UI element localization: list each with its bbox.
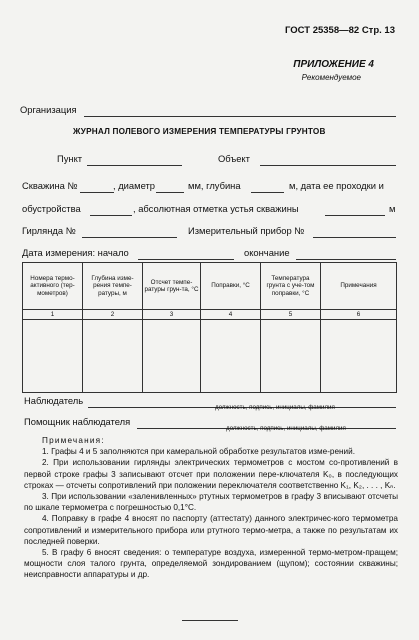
appendix-subtitle: Рекомендуемое — [301, 73, 361, 82]
table-cell — [321, 320, 397, 393]
col-number-6: 6 — [321, 310, 397, 320]
col-header-6: Примечания — [321, 263, 397, 310]
start-line — [138, 259, 234, 260]
journal-table — [22, 262, 397, 393]
col-header-4: Поправки, °С — [201, 263, 261, 310]
depth-label: мм, глубина — [188, 180, 241, 191]
garland-label: Гирлянда № — [22, 225, 76, 236]
table-cell — [83, 320, 143, 393]
device-label: Измерительный прибор № — [188, 225, 305, 236]
col-number-2: 2 — [83, 310, 143, 320]
diameter-label: , диаметр — [113, 180, 155, 191]
col-number-1: 1 — [23, 310, 83, 320]
date-label: м, дата ее проходки и — [289, 180, 384, 191]
absolute-line — [325, 215, 385, 216]
garland-line — [82, 237, 177, 238]
object-label: Объект — [218, 153, 250, 164]
equipment-label: обустройства — [22, 203, 81, 214]
end-line — [296, 259, 396, 260]
col-number-3: 3 — [143, 310, 201, 320]
page-header: ГОСТ 25358—82 Стр. 13 — [284, 25, 395, 36]
device-line — [313, 237, 396, 238]
notes-section — [24, 435, 398, 581]
notes-title: Примечания: — [42, 436, 105, 445]
note-item-1: 1. Графы 4 и 5 заполняются при камеральной обработке результатов изме-рений. — [42, 447, 355, 457]
note-item-5: 5. В графу 6 вносят сведения: о температуре воздуха, измеренной термо-метром-пращем; мощности слоя талого грунта, определяемой зондированием (щупом); состоянии скважины; неисправности аппаратуры и др. — [24, 548, 398, 580]
depth-line — [251, 192, 284, 193]
journal-title: ЖУРНАЛ ПОЛЕВОГО ИЗМЕРЕНИЯ ТЕМПЕРАТУРЫ ГРУНТОВ — [73, 127, 326, 136]
m-label: м — [389, 203, 396, 214]
observer-label: Наблюдатель — [24, 395, 84, 406]
table-cell — [201, 320, 261, 393]
organization-label: Организация — [20, 104, 77, 115]
diameter-line — [156, 192, 184, 193]
observer-caption: должность, подпись, инициалы, фамилия — [215, 404, 335, 411]
end-rule — [182, 620, 238, 621]
point-line — [87, 165, 182, 166]
absolute-label: , абсолютная отметка устья скважины — [133, 203, 299, 214]
assistant-caption: должность, подпись, инициалы, фамилия — [226, 425, 346, 432]
appendix-title: ПРИЛОЖЕНИЕ 4 — [293, 59, 374, 70]
table-cell — [143, 320, 201, 393]
col-header-3: Отсчет темпе-ратуры грун-та, °С — [143, 263, 201, 310]
note-item-4: 4. Поправку в графе 4 вносят по паспорту (аттестату) данного электричес-кого термометра сопротивлений и измерительного прибора или ртутного термо-метра, а также по результатам их последней поверки. — [24, 514, 398, 546]
organization-line — [84, 116, 396, 117]
note-item-3: 3. При использовании «заленивленных» ртутных термометров в графу 3 вписывают отсчеты по шкале термометра с погрешностью 0,1°С. — [24, 492, 398, 513]
assistant-label: Помощник наблюдателя — [24, 416, 131, 427]
meas-date-label: Дата измерения: начало — [22, 247, 129, 258]
well-line — [80, 192, 114, 193]
note-item-2: 2. При использовании гирлянды электрических термометров с мостом со-противлений в первой строке графы 3 записывают отсчет при положении пере-ключателя K₀, в последующих строках — отсчеты сопротивлений при положении переключателя соответственно K₁, K₂, . . . , Kₙ. — [24, 458, 398, 490]
col-number-5: 5 — [261, 310, 321, 320]
end-label: окончание — [244, 247, 290, 258]
col-header-2: Глубина изме-рения темпе-ратуры, м — [83, 263, 143, 310]
table-cell — [261, 320, 321, 393]
equipment-line — [90, 215, 132, 216]
well-label: Скважина № — [22, 180, 78, 191]
table-cell — [23, 320, 83, 393]
object-line — [260, 165, 396, 166]
col-header-5: Температура грунта с уче-том поправки, °С — [261, 263, 321, 310]
col-header-1: Номера термо-активного (тер-мометров) — [23, 263, 83, 310]
point-label: Пункт — [57, 153, 83, 164]
col-number-4: 4 — [201, 310, 261, 320]
